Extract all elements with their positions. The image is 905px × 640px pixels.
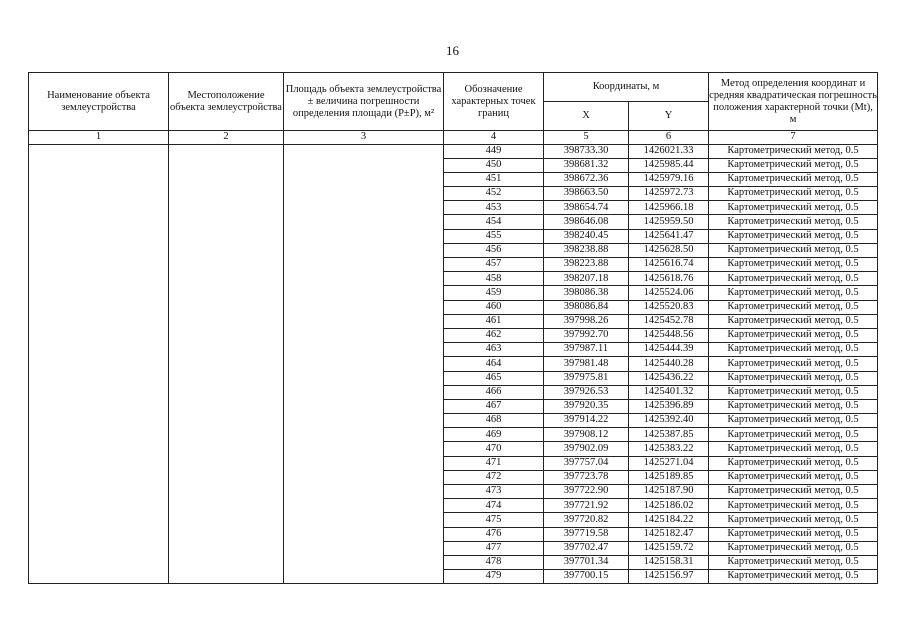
method-cell: Картометрический метод, 0.5 <box>709 158 878 172</box>
y-coordinate-cell: 1425448.56 <box>629 328 709 342</box>
y-coordinate-cell: 1425184.22 <box>629 513 709 527</box>
header-x: X <box>544 102 629 131</box>
point-cell: 456 <box>444 243 544 257</box>
point-cell: 461 <box>444 314 544 328</box>
y-coordinate-cell: 1425436.22 <box>629 371 709 385</box>
x-coordinate-cell: 397975.81 <box>544 371 629 385</box>
x-coordinate-cell: 397981.48 <box>544 357 629 371</box>
page-number: 16 <box>446 43 459 58</box>
x-coordinate-cell: 398240.45 <box>544 229 629 243</box>
x-coordinate-cell: 397908.12 <box>544 428 629 442</box>
method-cell: Картометрический метод, 0.5 <box>709 555 878 569</box>
column-number: 3 <box>284 131 444 145</box>
point-cell: 458 <box>444 272 544 286</box>
method-cell: Картометрический метод, 0.5 <box>709 470 878 484</box>
y-coordinate-cell: 1425186.02 <box>629 499 709 513</box>
point-cell: 466 <box>444 385 544 399</box>
method-cell: Картометрический метод, 0.5 <box>709 215 878 229</box>
point-cell: 475 <box>444 513 544 527</box>
x-coordinate-cell: 398733.30 <box>544 144 629 158</box>
method-cell: Картометрический метод, 0.5 <box>709 286 878 300</box>
y-coordinate-cell: 1425618.76 <box>629 272 709 286</box>
column-number: 1 <box>29 131 169 145</box>
y-coordinate-cell: 1425159.72 <box>629 541 709 555</box>
x-coordinate-cell: 397920.35 <box>544 399 629 413</box>
y-coordinate-cell: 1425979.16 <box>629 172 709 186</box>
point-cell: 460 <box>444 300 544 314</box>
x-coordinate-cell: 398681.32 <box>544 158 629 172</box>
y-coordinate-cell: 1425158.31 <box>629 555 709 569</box>
x-coordinate-cell: 397998.26 <box>544 314 629 328</box>
point-cell: 453 <box>444 201 544 215</box>
method-cell: Картометрический метод, 0.5 <box>709 456 878 470</box>
point-cell: 465 <box>444 371 544 385</box>
x-coordinate-cell: 397926.53 <box>544 385 629 399</box>
blank-name-cell <box>29 144 169 584</box>
column-number-row <box>29 131 878 145</box>
header-method: Метод определения координат и средняя квадратическая погрешность положения характерной точки (Mt), м <box>709 73 878 131</box>
land-coordinates-table <box>28 72 878 584</box>
x-coordinate-cell: 397902.09 <box>544 442 629 456</box>
point-cell: 450 <box>444 158 544 172</box>
method-cell: Картометрический метод, 0.5 <box>709 485 878 499</box>
method-cell: Картометрический метод, 0.5 <box>709 513 878 527</box>
header-point-designation: Обозначение характерных точек границ <box>444 73 544 131</box>
point-cell: 454 <box>444 215 544 229</box>
point-cell: 452 <box>444 187 544 201</box>
point-cell: 451 <box>444 172 544 186</box>
point-cell: 479 <box>444 570 544 584</box>
x-coordinate-cell: 397722.90 <box>544 485 629 499</box>
method-cell: Картометрический метод, 0.5 <box>709 414 878 428</box>
x-coordinate-cell: 397719.58 <box>544 527 629 541</box>
blank-area-cell <box>284 144 444 584</box>
method-cell: Картометрический метод, 0.5 <box>709 201 878 215</box>
method-cell: Картометрический метод, 0.5 <box>709 570 878 584</box>
table-row <box>29 144 878 158</box>
y-coordinate-cell: 1425524.06 <box>629 286 709 300</box>
method-cell: Картометрический метод, 0.5 <box>709 385 878 399</box>
y-coordinate-cell: 1425985.44 <box>629 158 709 172</box>
y-coordinate-cell: 1425182.47 <box>629 527 709 541</box>
point-cell: 470 <box>444 442 544 456</box>
x-coordinate-cell: 398086.38 <box>544 286 629 300</box>
x-coordinate-cell: 398654.74 <box>544 201 629 215</box>
method-cell: Картометрический метод, 0.5 <box>709 527 878 541</box>
x-coordinate-cell: 398086.84 <box>544 300 629 314</box>
x-coordinate-cell: 398646.08 <box>544 215 629 229</box>
x-coordinate-cell: 397720.82 <box>544 513 629 527</box>
header-y: Y <box>629 102 709 131</box>
x-coordinate-cell: 397757.04 <box>544 456 629 470</box>
y-coordinate-cell: 1425387.85 <box>629 428 709 442</box>
y-coordinate-cell: 1425156.97 <box>629 570 709 584</box>
point-cell: 468 <box>444 414 544 428</box>
table-body <box>29 144 878 584</box>
x-coordinate-cell: 397914.22 <box>544 414 629 428</box>
point-cell: 459 <box>444 286 544 300</box>
x-coordinate-cell: 398223.88 <box>544 258 629 272</box>
point-cell: 455 <box>444 229 544 243</box>
column-number: 4 <box>444 131 544 145</box>
x-coordinate-cell: 397700.15 <box>544 570 629 584</box>
y-coordinate-cell: 1425396.89 <box>629 399 709 413</box>
x-coordinate-cell: 397701.34 <box>544 555 629 569</box>
point-cell: 449 <box>444 144 544 158</box>
method-cell: Картометрический метод, 0.5 <box>709 428 878 442</box>
x-coordinate-cell: 397987.11 <box>544 343 629 357</box>
point-cell: 472 <box>444 470 544 484</box>
y-coordinate-cell: 1425628.50 <box>629 243 709 257</box>
y-coordinate-cell: 1425187.90 <box>629 485 709 499</box>
y-coordinate-cell: 1425401.32 <box>629 385 709 399</box>
y-coordinate-cell: 1425972.73 <box>629 187 709 201</box>
method-cell: Картометрический метод, 0.5 <box>709 243 878 257</box>
method-cell: Картометрический метод, 0.5 <box>709 499 878 513</box>
method-cell: Картометрический метод, 0.5 <box>709 328 878 342</box>
column-number: 2 <box>169 131 284 145</box>
method-cell: Картометрический метод, 0.5 <box>709 258 878 272</box>
blank-location-cell <box>169 144 284 584</box>
point-cell: 464 <box>444 357 544 371</box>
x-coordinate-cell: 398207.18 <box>544 272 629 286</box>
y-coordinate-cell: 1425641.47 <box>629 229 709 243</box>
y-coordinate-cell: 1425392.40 <box>629 414 709 428</box>
y-coordinate-cell: 1425520.83 <box>629 300 709 314</box>
method-cell: Картометрический метод, 0.5 <box>709 314 878 328</box>
y-coordinate-cell: 1425452.78 <box>629 314 709 328</box>
y-coordinate-cell: 1425189.85 <box>629 470 709 484</box>
method-cell: Картометрический метод, 0.5 <box>709 229 878 243</box>
point-cell: 463 <box>444 343 544 357</box>
point-cell: 477 <box>444 541 544 555</box>
y-coordinate-cell: 1425383.22 <box>629 442 709 456</box>
x-coordinate-cell: 397723.78 <box>544 470 629 484</box>
method-cell: Картометрический метод, 0.5 <box>709 399 878 413</box>
header-area: Площадь объекта землеустройства ± величина погрешности определения площади (P±P), м² <box>284 73 444 131</box>
method-cell: Картометрический метод, 0.5 <box>709 442 878 456</box>
column-number: 7 <box>709 131 878 145</box>
method-cell: Картометрический метод, 0.5 <box>709 272 878 286</box>
header-object-name: Наименование объекта землеустройства <box>29 73 169 131</box>
x-coordinate-cell: 397702.47 <box>544 541 629 555</box>
method-cell: Картометрический метод, 0.5 <box>709 300 878 314</box>
point-cell: 462 <box>444 328 544 342</box>
method-cell: Картометрический метод, 0.5 <box>709 144 878 158</box>
point-cell: 457 <box>444 258 544 272</box>
column-number: 5 <box>544 131 629 145</box>
table-header <box>29 73 878 145</box>
header-location: Местоположение объекта землеустройства <box>169 73 284 131</box>
header-coordinates: Координаты, м <box>544 73 709 102</box>
x-coordinate-cell: 397992.70 <box>544 328 629 342</box>
y-coordinate-cell: 1425271.04 <box>629 456 709 470</box>
method-cell: Картометрический метод, 0.5 <box>709 357 878 371</box>
point-cell: 474 <box>444 499 544 513</box>
x-coordinate-cell: 398663.50 <box>544 187 629 201</box>
y-coordinate-cell: 1425959.50 <box>629 215 709 229</box>
point-cell: 471 <box>444 456 544 470</box>
method-cell: Картометрический метод, 0.5 <box>709 187 878 201</box>
method-cell: Картометрический метод, 0.5 <box>709 371 878 385</box>
y-coordinate-cell: 1425966.18 <box>629 201 709 215</box>
point-cell: 469 <box>444 428 544 442</box>
point-cell: 467 <box>444 399 544 413</box>
column-number: 6 <box>629 131 709 145</box>
x-coordinate-cell: 398672.36 <box>544 172 629 186</box>
x-coordinate-cell: 397721.92 <box>544 499 629 513</box>
method-cell: Картометрический метод, 0.5 <box>709 541 878 555</box>
y-coordinate-cell: 1426021.33 <box>629 144 709 158</box>
method-cell: Картометрический метод, 0.5 <box>709 343 878 357</box>
method-cell: Картометрический метод, 0.5 <box>709 172 878 186</box>
point-cell: 473 <box>444 485 544 499</box>
point-cell: 476 <box>444 527 544 541</box>
y-coordinate-cell: 1425616.74 <box>629 258 709 272</box>
y-coordinate-cell: 1425444.39 <box>629 343 709 357</box>
y-coordinate-cell: 1425440.28 <box>629 357 709 371</box>
point-cell: 478 <box>444 555 544 569</box>
x-coordinate-cell: 398238.88 <box>544 243 629 257</box>
